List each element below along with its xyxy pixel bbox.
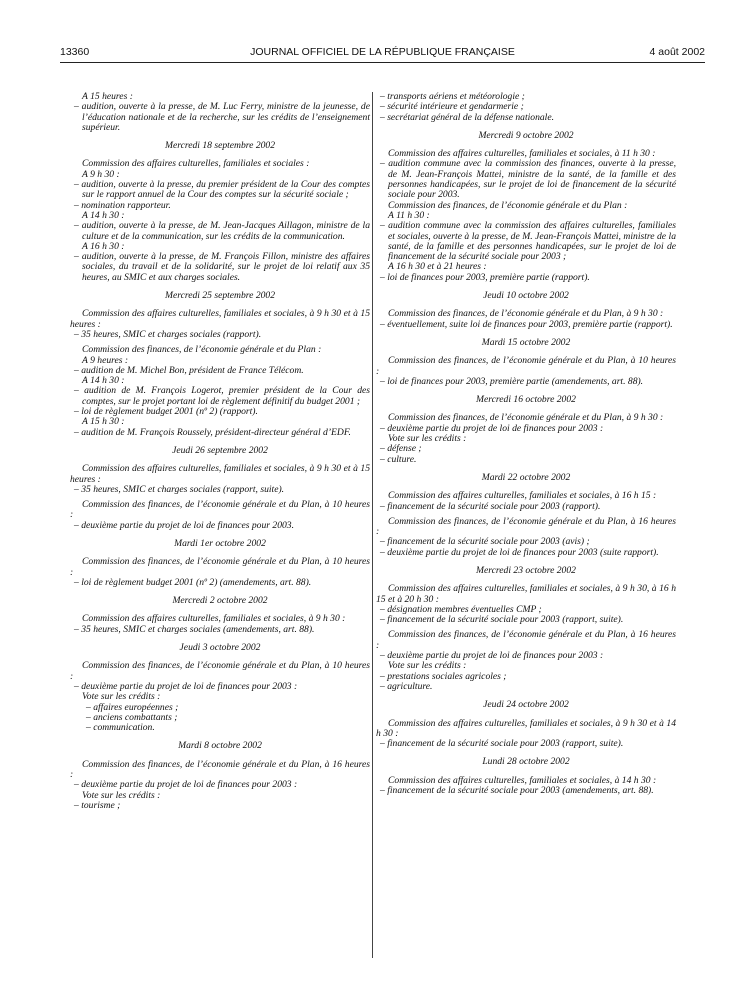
session-date-heading: Jeudi 24 octobre 2002 [483, 699, 569, 711]
agenda-item: – deuxième partie du projet de loi de finances pour 2003 : [70, 780, 370, 790]
session-date-heading: Mardi 15 octobre 2002 [481, 336, 571, 348]
page-number: 13360 [60, 46, 90, 58]
session-date-heading: Lundi 28 octobre 2002 [482, 756, 570, 768]
agenda-item: – deuxième partie du projet de loi de finances pour 2003 : [376, 424, 676, 434]
schedule-line: A 16 h 30 et à 21 heures : [388, 261, 487, 273]
commission-heading: Commission des finances, de l’économie générale et du Plan, à 10 heures : [70, 660, 370, 682]
agenda-item: – audition, ouverte à la presse, du premier président de la Cour des comptes sur le rapport annuel de la Cour des comptes sur la sécurité sociale ; [70, 180, 370, 201]
commission-heading: Commission des affaires culturelles, familiales et sociales, à 14 h 30 : [388, 774, 657, 786]
commission-heading: Commission des affaires culturelles, familiales et sociales, à 9 h 30, à 16 h 15 et à 20 h 30 : [376, 583, 676, 605]
journal-title: JOURNAL OFFICIEL DE LA RÉPUBLIQUE FRANÇAISE [250, 46, 515, 58]
agenda-subitem: – communication. [70, 723, 370, 733]
commission-heading: Commission des finances, de l’économie générale et du Plan : [82, 344, 322, 356]
agenda-item: – sécurité intérieure et gendarmerie ; [376, 102, 676, 112]
schedule-line: A 14 h 30 : [82, 375, 125, 387]
commission-heading: Commission des affaires culturelles, familiales et sociales, à 9 h 30 : [82, 613, 346, 625]
commission-heading: Commission des affaires culturelles, familiales et sociales, à 11 h 30 : [388, 148, 656, 160]
agenda-item: – désignation membres éventuelles CMP ; [376, 605, 676, 615]
agenda-item: – audition, ouverte à la presse, de M. François Fillon, ministre des affaires sociales, du travail et de la solidarité, sur le projet de loi relatif aux 35 heures, au SMIC et aux charges sociales. [70, 252, 370, 283]
session-date-heading: Mercredi 25 septembre 2002 [164, 290, 276, 302]
commission-heading: Commission des finances, de l’économie générale et du Plan, à 16 heures : [376, 629, 676, 651]
commission-heading: Commission des affaires culturelles, familiales et sociales : [82, 158, 310, 170]
agenda-item: – deuxième partie du projet de loi de finances pour 2003 : [376, 651, 676, 661]
left-column [70, 92, 370, 811]
agenda-item: – 35 heures, SMIC et charges sociales (amendements, art. 88). [70, 625, 370, 635]
schedule-line: A 9 heures : [82, 354, 129, 366]
agenda-item: – loi de finances pour 2003, première partie (amendements, art. 88). [376, 377, 676, 387]
commission-heading: Commission des finances, de l’économie générale et du Plan, à 10 heures : [70, 556, 370, 578]
session-date-heading: Jeudi 26 septembre 2002 [172, 444, 268, 456]
agenda-item: – audition de M. Michel Bon, président de France Télécom. [70, 366, 370, 376]
session-date-heading: Jeudi 3 octobre 2002 [179, 642, 261, 654]
session-date-heading: Mercredi 23 octobre 2002 [476, 564, 576, 576]
agenda-item: – audition de M. François Roussely, président-directeur général d’EDF. [70, 428, 370, 438]
agenda-item: – éventuellement, suite loi de finances pour 2003, première partie (rapport). [376, 320, 676, 330]
agenda-item: – deuxième partie du projet de loi de finances pour 2003 : [70, 682, 370, 692]
schedule-line: Vote sur les crédits : [82, 789, 161, 801]
agenda-item: – audition de M. François Logerot, premier président de la Cour des comptes, sur le projet portant loi de règlement définitif du budget 2001 ; [70, 386, 370, 407]
session-date-heading: Mercredi 9 octobre 2002 [478, 129, 574, 141]
schedule-line: A 14 h 30 : [82, 209, 125, 221]
schedule-line: Vote sur les crédits : [388, 660, 467, 672]
column-divider [372, 92, 373, 958]
agenda-item: – loi de règlement budget 2001 (nº 2) (amendements, art. 88). [70, 578, 370, 588]
agenda-item: – agriculture. [376, 682, 676, 692]
commission-heading: Commission des finances, de l’économie générale et du Plan, à 9 h 30 : [388, 308, 664, 320]
agenda-item: – transports aériens et météorologie ; [376, 92, 676, 102]
agenda-item: – audition, ouverte à la presse, de M. Jean-Jacques Aillagon, ministre de la culture et de la communication, sur les crédits de la communication. [70, 221, 370, 242]
agenda-item: – nomination rapporteur. [70, 201, 370, 211]
commission-heading: Commission des finances, de l’économie générale et du Plan : [388, 199, 628, 211]
commission-heading: Commission des affaires culturelles, familiales et sociales, à 9 h 30 et à 15 heures : [70, 463, 370, 485]
agenda-item: – financement de la sécurité sociale pour 2003 (rapport). [376, 502, 676, 512]
agenda-item: – défense ; [376, 444, 676, 454]
agenda-subitem: – affaires européennes ; [70, 703, 370, 713]
schedule-line: A 16 h 30 : [82, 240, 125, 252]
agenda-item: – 35 heures, SMIC et charges sociales (rapport, suite). [70, 485, 370, 495]
session-date-heading: Mardi 8 octobre 2002 [178, 740, 262, 752]
session-date-heading: Mercredi 18 septembre 2002 [164, 140, 276, 152]
commission-heading: Commission des affaires culturelles, familiales et sociales, à 9 h 30 et à 14 h 30 : [376, 717, 676, 739]
agenda-item: – deuxième partie du projet de loi de finances pour 2003. [70, 521, 370, 531]
commission-heading: Commission des finances, de l’économie générale et du Plan, à 16 heures : [376, 515, 676, 538]
schedule-line: A 11 h 30 : [388, 209, 430, 221]
commission-heading: Commission des finances, de l’économie générale et du Plan, à 10 heures : [376, 355, 676, 377]
commission-heading: Commission des finances, de l’économie générale et du Plan, à 10 heures : [70, 499, 370, 521]
session-date-heading: Mercredi 2 octobre 2002 [172, 595, 268, 607]
agenda-item: – 35 heures, SMIC et charges sociales (rapport). [70, 330, 370, 340]
schedule-line: A 15 h 30 : [82, 416, 125, 428]
commission-heading: Commission des finances, de l’économie générale et du Plan, à 16 heures : [70, 758, 370, 781]
commission-heading: Commission des affaires culturelles, familiales et sociales, à 16 h 15 : [388, 490, 657, 502]
agenda-item: – financement de la sécurité sociale pour 2003 (avis) ; [376, 537, 676, 547]
commission-heading: Commission des finances, de l’économie générale et du Plan, à 9 h 30 : [388, 412, 664, 424]
agenda-item: – prestations sociales agricoles ; [376, 672, 676, 682]
schedule-line: A 15 heures : [82, 91, 133, 102]
agenda-item: – loi de règlement budget 2001 (nº 2) (rapport). [70, 407, 370, 417]
agenda-item: – secrétariat général de la défense nationale. [376, 113, 676, 123]
schedule-line: Vote sur les crédits : [388, 433, 467, 445]
session-date-heading: Jeudi 10 octobre 2002 [483, 290, 569, 302]
publication-date: 4 août 2002 [649, 46, 705, 58]
agenda-item: – loi de finances pour 2003, première partie (rapport). [376, 273, 676, 283]
agenda-item: – deuxième partie du projet de loi de finances pour 2003 (suite rapport). [376, 548, 676, 558]
page-header [60, 44, 705, 63]
agenda-item: – culture. [376, 455, 676, 465]
agenda-subitem: – anciens combattants ; [70, 713, 370, 723]
right-column [376, 92, 676, 796]
schedule-line: A 9 h 30 : [82, 168, 120, 180]
session-date-heading: Mardi 1er octobre 2002 [174, 537, 266, 549]
agenda-item: – financement de la sécurité sociale pour 2003 (amendements, art. 88). [376, 786, 676, 796]
agenda-item: – financement de la sécurité sociale pour 2003 (rapport, suite). [376, 739, 676, 749]
commission-heading: Commission des affaires culturelles, familiales et sociales, à 9 h 30 et à 15 heures : [70, 308, 370, 330]
agenda-item: – audition commune avec la commission des affaires culturelles, familiales et sociales, ouverte à la presse, de M. Jean-François Mattei, ministre de la santé, de la famille et des personnes handicapées, sur le projet de loi de financement de la sécurité sociale pour 2003 ; [376, 221, 676, 262]
agenda-item: – financement de la sécurité sociale pour 2003 (rapport, suite). [376, 615, 676, 625]
agenda-item: – audition, ouverte à la presse, de M. Luc Ferry, ministre de la jeunesse, de l’éducation nationale et de la recherche, sur les crédits de l’enseignement supérieur. [70, 102, 370, 133]
session-date-heading: Mardi 22 octobre 2002 [481, 471, 571, 483]
session-date-heading: Mercredi 16 octobre 2002 [476, 394, 576, 406]
agenda-item: – tourisme ; [70, 801, 370, 811]
schedule-line: Vote sur les crédits : [82, 691, 161, 703]
agenda-item: – audition commune avec la commission des finances, ouverte à la presse, de M. Jean-François Mattei, ministre de la santé, de la famille et des personnes handicapées, sur le projet de loi de financement de la sécurité sociale pour 2003. [376, 159, 676, 200]
